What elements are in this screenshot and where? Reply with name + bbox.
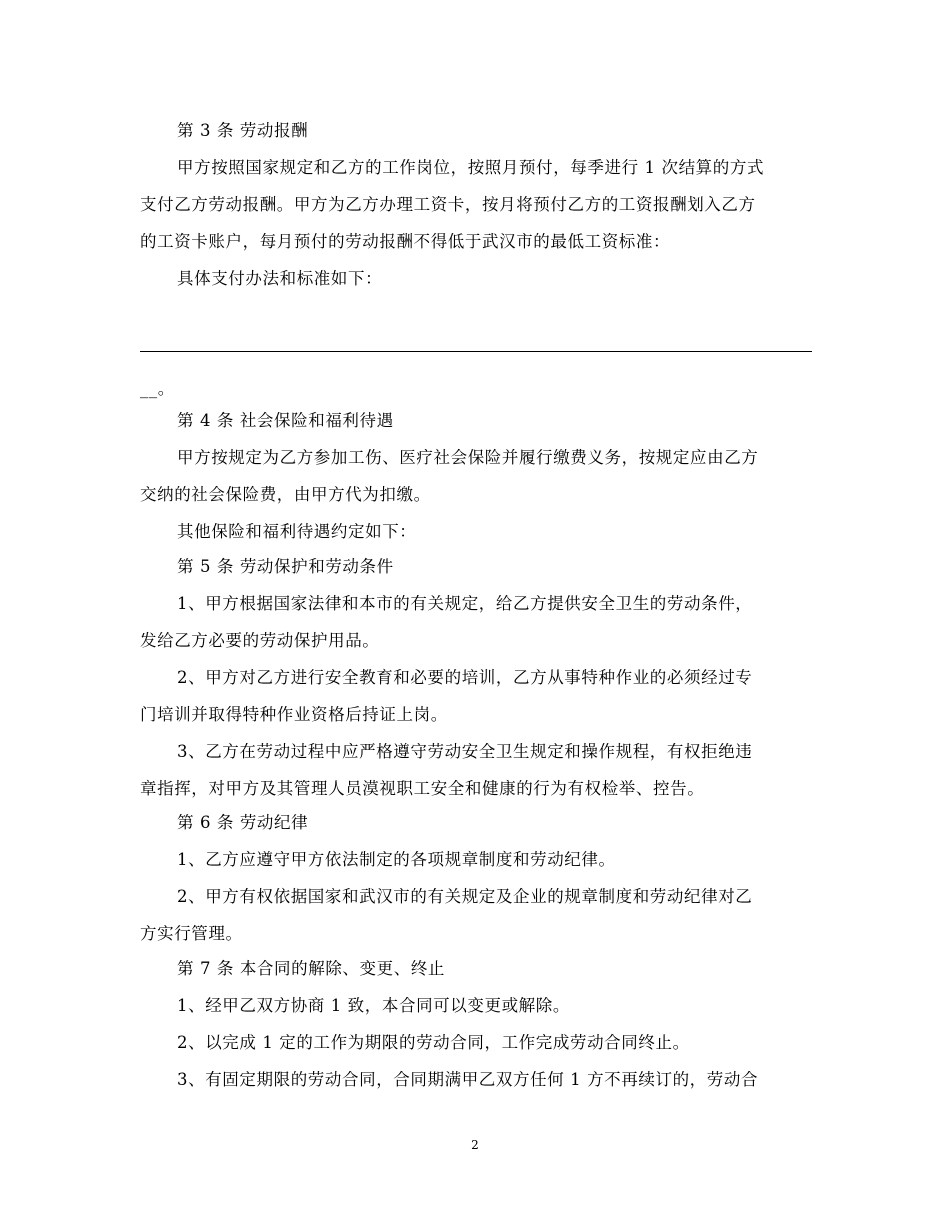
article-4-heading: 第 4 条 社会保险和福利待遇 (177, 411, 394, 430)
page-number: 2 (471, 1138, 479, 1152)
paragraph-line: 1、甲方根据国家法律和本市的有关规定，给乙方提供安全卫生的劳动条件， (177, 594, 753, 613)
paragraph-line: 章指挥，对甲方及其管理人员漠视职工安全和健康的行为有权检举、控告。 (140, 779, 705, 798)
article-3-heading: 第 3 条 劳动报酬 (177, 121, 309, 140)
paragraph-line: 发给乙方必要的劳动保护用品。 (140, 631, 380, 650)
paragraph-line: 甲方按照国家规定和乙方的工作岗位，按照月预付，每季进行 1 次结算的方式 (177, 158, 765, 177)
paragraph-line: 门培训并取得特种作业资格后持证上岗。 (140, 705, 448, 724)
paragraph-line: 交纳的社会保险费，由甲方代为扣缴。 (140, 485, 431, 504)
article-5-heading: 第 5 条 劳动保护和劳动条件 (177, 557, 394, 576)
article-7-heading: 第 7 条 本合同的解除、变更、终止 (177, 959, 446, 978)
blank-end-text: __。 (140, 379, 175, 398)
paragraph-line: 3、有固定期限的劳动合同，合同期满甲乙双方任何 1 方不再续订的，劳动合 (177, 1070, 759, 1089)
paragraph-line: 1、乙方应遵守甲方依法制定的各项规章制度和劳动纪律。 (177, 850, 616, 869)
paragraph-line: 方实行管理。 (140, 924, 243, 943)
paragraph-line: 1、经甲乙双方协商 1 致，本合同可以变更或解除。 (177, 996, 570, 1015)
paragraph-line: 2、甲方对乙方进行安全教育和必要的培训，乙方从事特种作业的必须经过专 (177, 668, 753, 687)
paragraph-line: 2、甲方有权依据国家和武汉市的有关规定及企业的规章制度和劳动纪律对乙 (177, 887, 753, 906)
paragraph-line: 其他保险和福利待遇约定如下： (177, 522, 417, 541)
paragraph-line: 的工资卡账户，每月预付的劳动报酬不得低于武汉市的最低工资标准： (140, 232, 671, 251)
article-6-heading: 第 6 条 劳动纪律 (177, 813, 309, 832)
paragraph-line: 支付乙方劳动报酬。甲方为乙方办理工资卡，按月将预付乙方的工资报酬划入乙方 (140, 195, 756, 214)
paragraph-line: 3、乙方在劳动过程中应严格遵守劳动安全卫生规定和操作规程，有权拒绝违 (177, 742, 753, 761)
paragraph-line: 2、以完成 1 定的工作为期限的劳动合同，工作完成劳动合同终止。 (177, 1033, 690, 1052)
paragraph-line: 甲方按规定为乙方参加工伤、医疗社会保险并履行缴费义务，按规定应由乙方 (177, 448, 759, 467)
paragraph-line: 具体支付办法和标准如下： (177, 269, 383, 288)
fill-in-blank-line (140, 351, 812, 352)
